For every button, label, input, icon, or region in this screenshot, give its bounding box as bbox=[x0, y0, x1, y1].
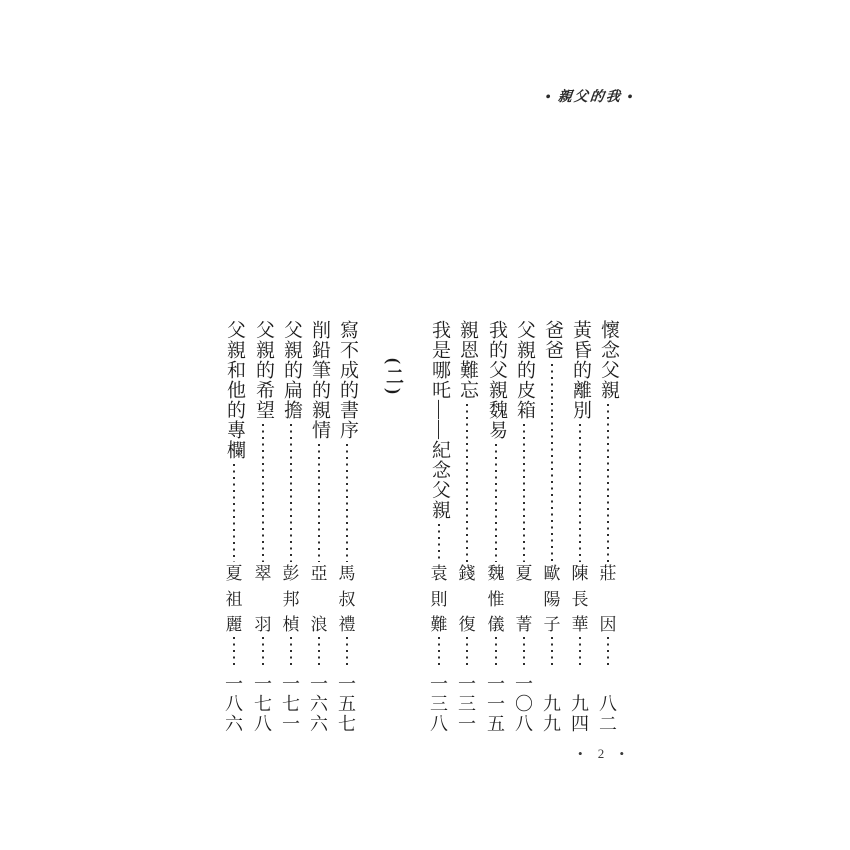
page-number-character: 七 bbox=[338, 714, 356, 734]
author-character: 歐 bbox=[543, 564, 561, 583]
page-number-character: 一 bbox=[487, 674, 505, 694]
author-character: 袁 bbox=[430, 564, 448, 583]
page-number-character: 八 bbox=[599, 694, 617, 714]
toc-entry-title: 懷念父親 bbox=[598, 320, 619, 400]
author-character: 邦 bbox=[282, 589, 300, 609]
page-number-character: 七 bbox=[282, 694, 300, 714]
author-character: 復 bbox=[458, 615, 476, 634]
author-character: 錢 bbox=[458, 564, 476, 583]
toc-entry-page bbox=[571, 670, 589, 734]
toc-entry-title: 父親和他的專欄 bbox=[224, 320, 245, 460]
page-number-character: 一 bbox=[254, 674, 272, 694]
toc-column bbox=[425, 320, 453, 734]
author-character: 楨 bbox=[282, 615, 300, 634]
author-character: 難 bbox=[430, 615, 448, 634]
toc-column bbox=[453, 320, 481, 734]
toc-column bbox=[510, 320, 538, 734]
toc-column bbox=[482, 320, 510, 734]
page-number-character: 七 bbox=[254, 694, 272, 714]
toc-entry-title: 寫不成的書序 bbox=[337, 320, 358, 440]
toc-entry-page bbox=[225, 670, 243, 734]
toc-column bbox=[333, 320, 361, 734]
toc-entry-author bbox=[311, 565, 328, 633]
toc-entry-author bbox=[255, 565, 272, 633]
author-character: 魏 bbox=[487, 564, 505, 583]
toc-entry-page bbox=[338, 670, 356, 734]
author-character: 禮 bbox=[338, 615, 356, 634]
page-number-character: 一 bbox=[487, 694, 505, 714]
author-character: 長 bbox=[571, 589, 589, 609]
toc-entry-author bbox=[572, 565, 589, 633]
author-character: 陳 bbox=[571, 564, 589, 583]
toc-entry-title: 親恩難忘 bbox=[457, 320, 478, 400]
toc-entry-author bbox=[339, 565, 356, 633]
dot-leader bbox=[466, 404, 468, 562]
dot-leader bbox=[290, 637, 292, 667]
toc-entry-page bbox=[430, 670, 448, 734]
page-number-character: 五 bbox=[338, 694, 356, 714]
page-number-character: 一 bbox=[282, 674, 300, 694]
dot-leader bbox=[346, 637, 348, 667]
page-number-character: 六 bbox=[310, 714, 328, 734]
dot-leader bbox=[438, 637, 440, 667]
toc-entry-page bbox=[543, 670, 561, 734]
page-number-character: 八 bbox=[225, 694, 243, 714]
dot-leader bbox=[262, 424, 264, 562]
section-marker-label: (二) bbox=[384, 358, 404, 397]
toc-column bbox=[538, 320, 566, 734]
dot-leader bbox=[607, 637, 609, 667]
author-character: 翠 bbox=[254, 564, 272, 583]
toc-entry-title: 爸爸 bbox=[542, 320, 563, 360]
page-number-character: 一 bbox=[338, 674, 356, 694]
dot-leader bbox=[438, 524, 440, 562]
dot-leader bbox=[318, 444, 320, 562]
author-character: 因 bbox=[599, 615, 617, 634]
dot-leader bbox=[233, 637, 235, 667]
running-head: • 親父的我 • bbox=[544, 90, 636, 105]
dot-leader bbox=[551, 637, 553, 667]
dot-leader bbox=[551, 364, 553, 562]
author-character: 莊 bbox=[599, 564, 617, 583]
dot-leader bbox=[233, 464, 235, 562]
toc-entry-title: 削鉛筆的親情 bbox=[309, 320, 330, 440]
page-number-character: 九 bbox=[571, 694, 589, 714]
author-character: 亞 bbox=[310, 564, 328, 583]
page-number-character: 一 bbox=[225, 674, 243, 694]
dot-leader bbox=[495, 444, 497, 562]
toc-entry-title: 黃昏的離別 bbox=[570, 320, 591, 420]
page-number-character: 一 bbox=[458, 674, 476, 694]
author-character: 儀 bbox=[487, 615, 505, 634]
toc-column bbox=[566, 320, 594, 734]
toc-entry-author bbox=[226, 565, 243, 633]
toc-entry-author bbox=[488, 565, 505, 633]
toc-entry-title: 父親的扁擔 bbox=[281, 320, 302, 420]
author-character: 夏 bbox=[515, 564, 533, 583]
toc-entry-page bbox=[310, 670, 328, 734]
page-number-character: 二 bbox=[599, 714, 617, 734]
page-number-character: 三 bbox=[430, 694, 448, 714]
toc-entry-title: 父親的皮箱 bbox=[514, 320, 535, 420]
page-number-character: 一 bbox=[458, 714, 476, 734]
toc-entry-author bbox=[544, 565, 561, 633]
author-character: 馬 bbox=[338, 564, 356, 583]
author-character: 惟 bbox=[487, 589, 505, 609]
dot-leader bbox=[523, 637, 525, 667]
dot-leader bbox=[523, 424, 525, 562]
page-number-character: 八 bbox=[254, 714, 272, 734]
toc-entry-author bbox=[516, 565, 533, 633]
page-number-character: 一 bbox=[282, 714, 300, 734]
toc-entry-title: 我的父親魏易 bbox=[486, 320, 507, 440]
dot-leader bbox=[579, 424, 581, 562]
footer-page-number: • 2 • bbox=[577, 746, 625, 761]
toc-entry-author bbox=[431, 565, 448, 633]
dot-leader bbox=[318, 637, 320, 667]
toc-entry-page bbox=[254, 670, 272, 734]
toc-column bbox=[305, 320, 333, 734]
author-character: 子 bbox=[543, 615, 561, 634]
toc-entry-author bbox=[283, 565, 300, 633]
author-character: 華 bbox=[571, 615, 589, 634]
toc-entry-title: 父親的希望 bbox=[253, 320, 274, 420]
author-character: 祖 bbox=[225, 589, 243, 609]
author-character: 叔 bbox=[338, 589, 356, 609]
page-number-character: 六 bbox=[225, 714, 243, 734]
author-character: 浪 bbox=[310, 615, 328, 634]
toc-entry-page bbox=[487, 670, 505, 734]
toc-column bbox=[277, 320, 305, 734]
dot-leader bbox=[607, 404, 609, 562]
page-number-character: 一 bbox=[430, 674, 448, 694]
dot-leader bbox=[466, 637, 468, 667]
page-number-character: 八 bbox=[430, 714, 448, 734]
author-character: 麗 bbox=[225, 615, 243, 634]
toc-entry-page bbox=[515, 670, 533, 734]
page-number-character: 八 bbox=[515, 714, 533, 734]
page-number-character: 一 bbox=[310, 674, 328, 694]
dot-leader bbox=[290, 424, 292, 562]
author-character: 菁 bbox=[515, 615, 533, 634]
page-number-character: 四 bbox=[571, 714, 589, 734]
author-character: 夏 bbox=[225, 564, 243, 583]
toc-entry-page bbox=[282, 670, 300, 734]
dot-leader bbox=[262, 637, 264, 667]
dot-leader bbox=[579, 637, 581, 667]
page-number-character: 六 bbox=[310, 694, 328, 714]
author-character: 陽 bbox=[543, 589, 561, 609]
toc-column bbox=[594, 320, 622, 734]
toc-entry-title: 我是哪吒——紀念父親 bbox=[429, 320, 450, 520]
toc-column bbox=[249, 320, 277, 734]
dot-leader bbox=[495, 637, 497, 667]
toc bbox=[200, 320, 622, 734]
page-number-character: 〇 bbox=[515, 694, 533, 714]
toc-entry-page bbox=[458, 670, 476, 734]
toc-entry-author bbox=[459, 565, 476, 633]
page-number-character: 九 bbox=[543, 714, 561, 734]
toc-column bbox=[220, 320, 248, 734]
page-number-character: 一 bbox=[515, 674, 533, 694]
author-character: 彭 bbox=[282, 564, 300, 583]
dot-leader bbox=[346, 444, 348, 562]
page-number-character: 五 bbox=[487, 714, 505, 734]
author-character: 則 bbox=[430, 589, 448, 609]
toc-entry-page bbox=[599, 670, 617, 734]
page-number-character: 三 bbox=[458, 694, 476, 714]
page-number-character: 九 bbox=[543, 694, 561, 714]
toc-entry-author bbox=[600, 565, 617, 633]
section-marker bbox=[380, 320, 408, 734]
author-character: 羽 bbox=[254, 615, 272, 634]
